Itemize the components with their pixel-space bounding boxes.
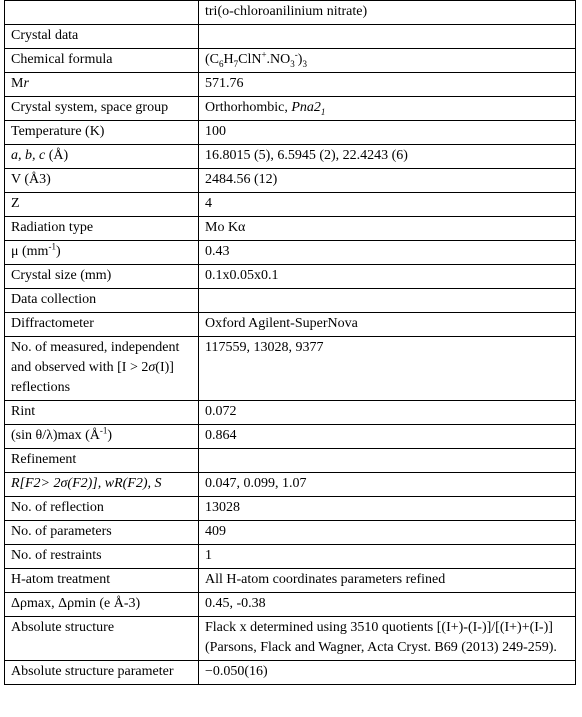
row-value: 0.047, 0.099, 1.07 [199, 473, 576, 497]
row-value: All H-atom coordinates parameters refined [199, 569, 576, 593]
crystal-data-table [4, 0, 576, 685]
chemical-formula-value: $(C_6H_7ClN^+.NO_3^-)_3$ [199, 49, 576, 73]
section-refinement: Refinement [5, 449, 199, 473]
row-value: Oxford Agilent-SuperNova [199, 313, 576, 337]
table-row [5, 121, 576, 145]
table-row [5, 145, 576, 169]
row-value: Mo Kα [199, 217, 576, 241]
section-row [5, 449, 576, 473]
table-row [5, 661, 576, 685]
table-row [5, 617, 576, 661]
header-blank-cell [5, 1, 199, 25]
row-label: No. of parameters [5, 521, 199, 545]
row-label: Diffractometer [5, 313, 199, 337]
empty-cell [199, 289, 576, 313]
row-label: Crystal system, space group [5, 97, 199, 121]
empty-cell [199, 449, 576, 473]
row-value: Orthorhombic, $Pna2_1$ [199, 97, 576, 121]
row-label: No. of restraints [5, 545, 199, 569]
table-row [5, 241, 576, 265]
row-label: Rint [5, 401, 199, 425]
row-label: Δρmax, Δρmin (e Å-3) [5, 593, 199, 617]
empty-cell [199, 25, 576, 49]
row-label: a, b, c (Å) [5, 145, 199, 169]
section-row [5, 25, 576, 49]
row-value: 0.45, -0.38 [199, 593, 576, 617]
row-label: Absolute structure parameter [5, 661, 199, 685]
row-value: 571.76 [199, 73, 576, 97]
row-label: Chemical formula [5, 49, 199, 73]
row-label: (sin θ/λ)max $(Å^{-1})$ [5, 425, 199, 449]
row-label: No. of measured, independent and observed with [I > 2σ(I)] reflections [5, 337, 199, 401]
row-label: Absolute structure [5, 617, 199, 661]
row-value: 0.072 [199, 401, 576, 425]
section-crystal-data: Crystal data [5, 25, 199, 49]
row-value: 13028 [199, 497, 576, 521]
table-row [5, 337, 576, 401]
table-row [5, 425, 576, 449]
table-row [5, 217, 576, 241]
row-value: Flack x determined using 3510 quotients [(I+)-(I-)]/[(I+)+(I-)] (Parsons, Flack and Wagner, Acta Cryst. B69 (2013) 249-259). [199, 617, 576, 661]
table-row [5, 497, 576, 521]
table-row [5, 49, 576, 73]
table-row [5, 73, 576, 97]
row-value: 16.8015 (5), 6.5945 (2), 22.4243 (6) [199, 145, 576, 169]
row-label: Mr [5, 73, 199, 97]
table-row [5, 401, 576, 425]
row-value: 0.864 [199, 425, 576, 449]
table-row [5, 193, 576, 217]
table-row [5, 313, 576, 337]
row-label: No. of reflection [5, 497, 199, 521]
row-label: Crystal size (mm) [5, 265, 199, 289]
row-label: R[F2> 2σ(F2)], wR(F2), S [5, 473, 199, 497]
row-value: 2484.56 (12) [199, 169, 576, 193]
table-row [5, 593, 576, 617]
row-value: 409 [199, 521, 576, 545]
row-value: 117559, 13028, 9377 [199, 337, 576, 401]
table-row [5, 521, 576, 545]
row-label: Temperature (K) [5, 121, 199, 145]
row-label: Z [5, 193, 199, 217]
row-label: H-atom treatment [5, 569, 199, 593]
table-row [5, 1, 576, 25]
table-row [5, 265, 576, 289]
row-value: 0.1x0.05x0.1 [199, 265, 576, 289]
table-row [5, 473, 576, 497]
row-label: μ $(mm^{-1})$ [5, 241, 199, 265]
row-label: Radiation type [5, 217, 199, 241]
table-row [5, 97, 576, 121]
section-row [5, 289, 576, 313]
table-row [5, 545, 576, 569]
section-data-collection: Data collection [5, 289, 199, 313]
table-row [5, 569, 576, 593]
row-value: 4 [199, 193, 576, 217]
row-value: 1 [199, 545, 576, 569]
row-value: 0.43 [199, 241, 576, 265]
table-row [5, 169, 576, 193]
row-label: V (Å3) [5, 169, 199, 193]
row-value: −0.050(16) [199, 661, 576, 685]
compound-title: tri(o-chloroanilinium nitrate) [199, 1, 576, 25]
row-value: 100 [199, 121, 576, 145]
